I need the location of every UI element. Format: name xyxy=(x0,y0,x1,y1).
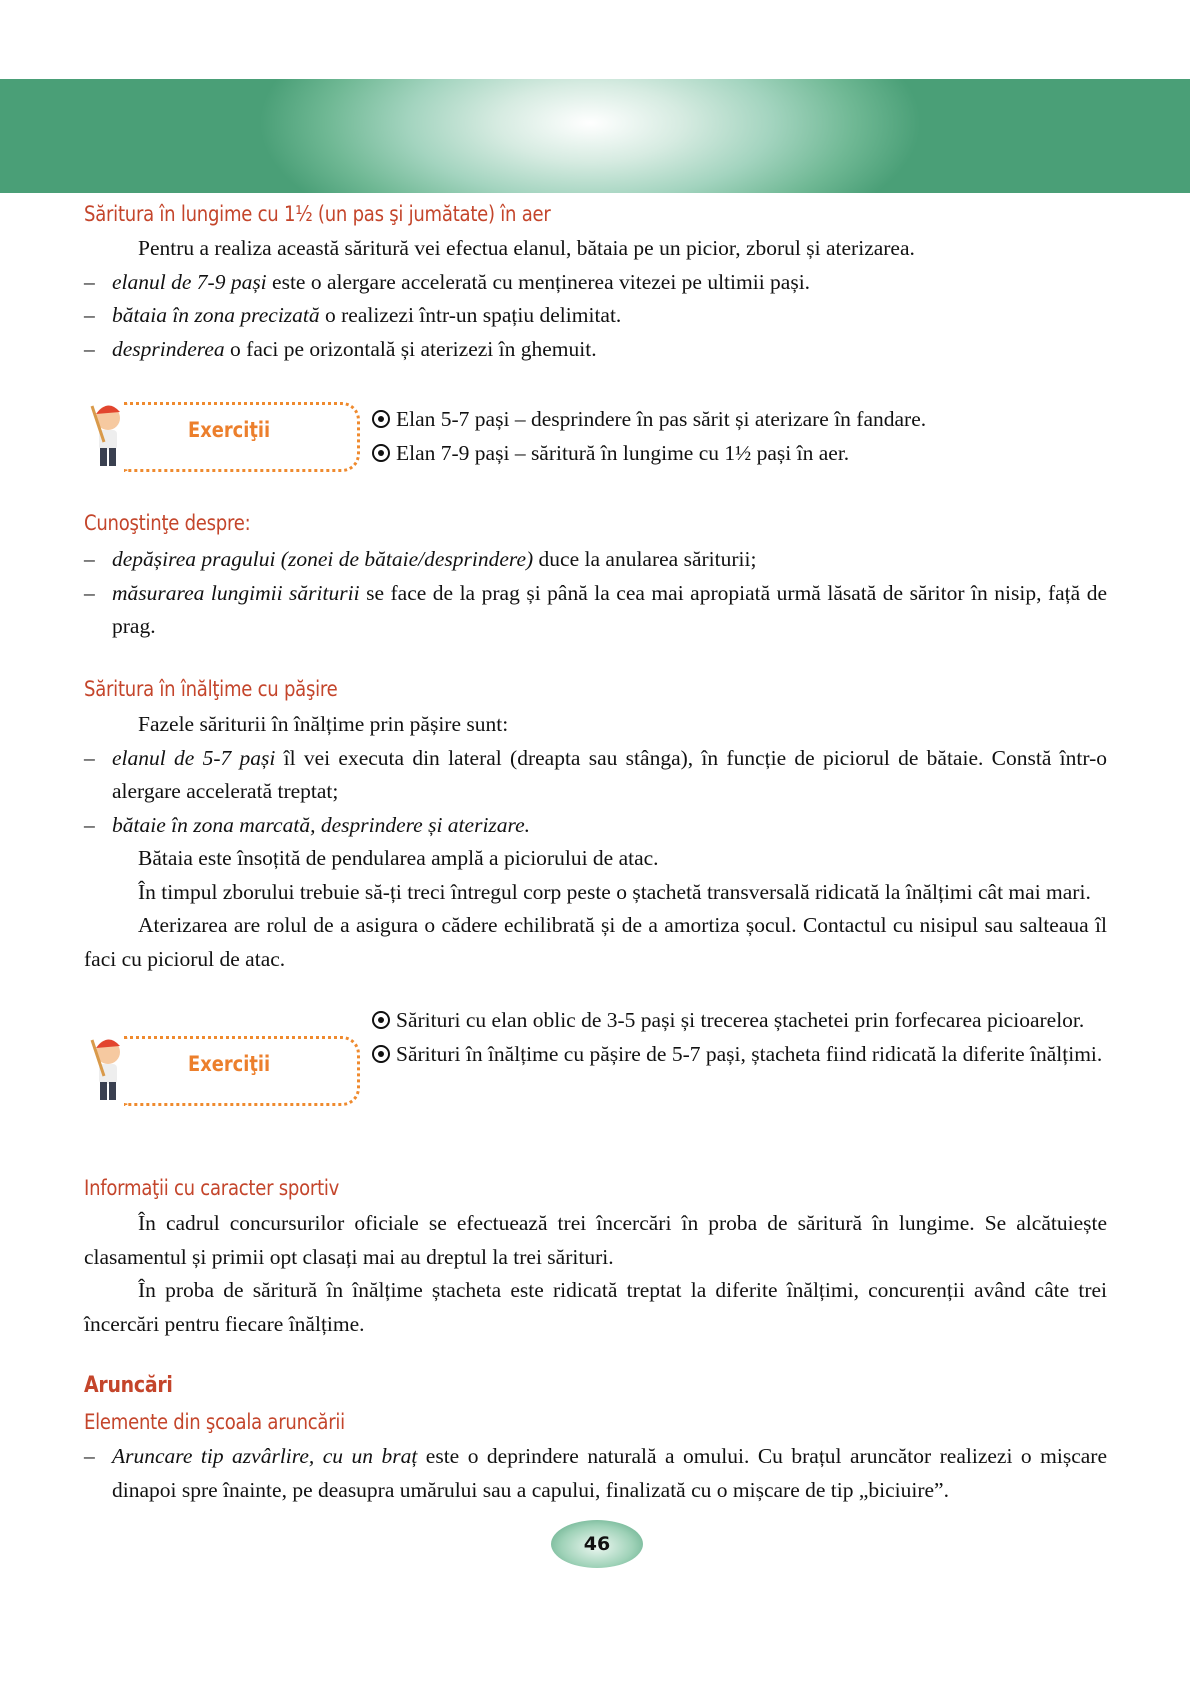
section-title-sports-info: Informaţii cu caracter sportiv xyxy=(84,1176,340,1200)
exercise-item: Elan 5-7 pași – desprindere în pas sărit și aterizare în fandare. xyxy=(372,402,1107,436)
soccer-ball-icon xyxy=(372,1011,390,1029)
exercises-label: Exerciţii xyxy=(188,1052,271,1076)
list-item: – Aruncare tip azvârlire, cu un braț este o deprindere naturală a omului. Cu brațul aruncător realizezi o mișcare dinapoi spre înainte, pe deasupra umărului sau a capului, finalizată cu o mișcare de tip „biciuire”. xyxy=(84,1440,1107,1507)
list-item: – măsurarea lungimii săriturii se face de la prag și până la cea mai apropiată urmă lăsată de săritor în nisip, față de prag. xyxy=(84,577,1107,644)
list-item: – desprinderea o faci pe orizontală și aterizezi în ghemuit. xyxy=(84,333,1107,367)
paragraph: În timpul zborului trebuie să-ți treci întregul corp peste o ștachetă transversală ridicată la înălțimi cât mai mari. xyxy=(138,879,1091,904)
soccer-ball-icon xyxy=(372,444,390,462)
paragraph: În cadrul concursurilor oficiale se efectuează trei încercări în proba de săritură în lungime. Se alcătuiește clasamentul și primii opt clasați mai au dreptul la trei sărituri. xyxy=(84,1211,1107,1269)
kid-baseball-icon xyxy=(86,1032,130,1104)
section-throws-body xyxy=(84,1440,1107,1507)
section-title-high-jump: Săritura în înălţime cu păşire xyxy=(84,677,338,701)
exercises-box xyxy=(84,1032,360,1108)
soccer-ball-icon xyxy=(372,410,390,428)
kid-baseball-icon xyxy=(86,398,130,470)
list-item: – depășirea pragului (zonei de bătaie/desprindere) duce la anularea săriturii; xyxy=(84,543,1107,577)
section-long-jump-body xyxy=(84,232,1107,366)
soccer-ball-icon xyxy=(372,1045,390,1063)
exercises-box xyxy=(84,398,360,474)
exercise-item: Sărituri în înălțime cu pășire de 5-7 pași, ștacheta fiind ridicată la diferite înălțimi. xyxy=(372,1037,1107,1071)
exercise-item: Elan 7-9 pași – săritură în lungime cu 1½ pași în aer. xyxy=(372,436,1107,470)
section-title-knowledge: Cunoştinţe despre: xyxy=(84,511,251,535)
exercise-item: Sărituri cu elan oblic de 3-5 pași și trecerea ștachetei prin forfecarea picioarelor. xyxy=(372,1003,1107,1037)
paragraph: Fazele săriturii în înălțime prin pășire sunt: xyxy=(138,712,509,736)
list-item: – bătaie în zona marcată, desprindere și aterizare. xyxy=(84,809,1107,843)
page-number: 46 xyxy=(551,1520,643,1568)
list-item: – bătaia în zona precizată o realizezi într-un spațiu delimitat. xyxy=(84,299,1107,333)
list-item: – elanul de 5-7 pași îl vei executa din lateral (dreapta sau stânga), în funcție de piciorul de bătaie. Constă într-o alergare accelerată treptat; xyxy=(84,742,1107,809)
paragraph: În proba de săritură în înălțime ștacheta este ridicată treptat la diferite înălțimi, concurenții având câte trei încercări pentru fiecare înălțime. xyxy=(84,1278,1107,1336)
section-sports-info-body xyxy=(84,1207,1107,1341)
exercises-label: Exerciţii xyxy=(188,418,271,442)
header-band xyxy=(0,79,1190,193)
exercises-list xyxy=(372,402,1107,470)
section-knowledge-body xyxy=(84,543,1107,644)
exercises-list xyxy=(372,1003,1107,1071)
list-item: – elanul de 7-9 pași este o alergare accelerată cu menținerea vitezei pe ultimii pași. xyxy=(84,266,1107,300)
section-title-long-jump: Săritura în lungime cu 1½ (un pas şi jumătate) în aer xyxy=(84,202,551,226)
section-high-jump-body xyxy=(84,708,1107,976)
section-subtitle-throwing-school: Elemente din şcoala aruncării xyxy=(84,1410,345,1434)
paragraph: Aterizarea are rolul de a asigura o cădere echilibrată și de a amortiza șocul. Contactul cu nisipul sau salteaua îl faci cu piciorul de atac. xyxy=(84,913,1107,971)
section-title-throws: Aruncări xyxy=(84,1373,173,1398)
paragraph: Bătaia este însoțită de pendularea amplă a piciorului de atac. xyxy=(138,846,659,870)
paragraph: Pentru a realiza această săritură vei efectua elanul, bătaia pe un picior, zborul și aterizarea. xyxy=(138,236,915,260)
